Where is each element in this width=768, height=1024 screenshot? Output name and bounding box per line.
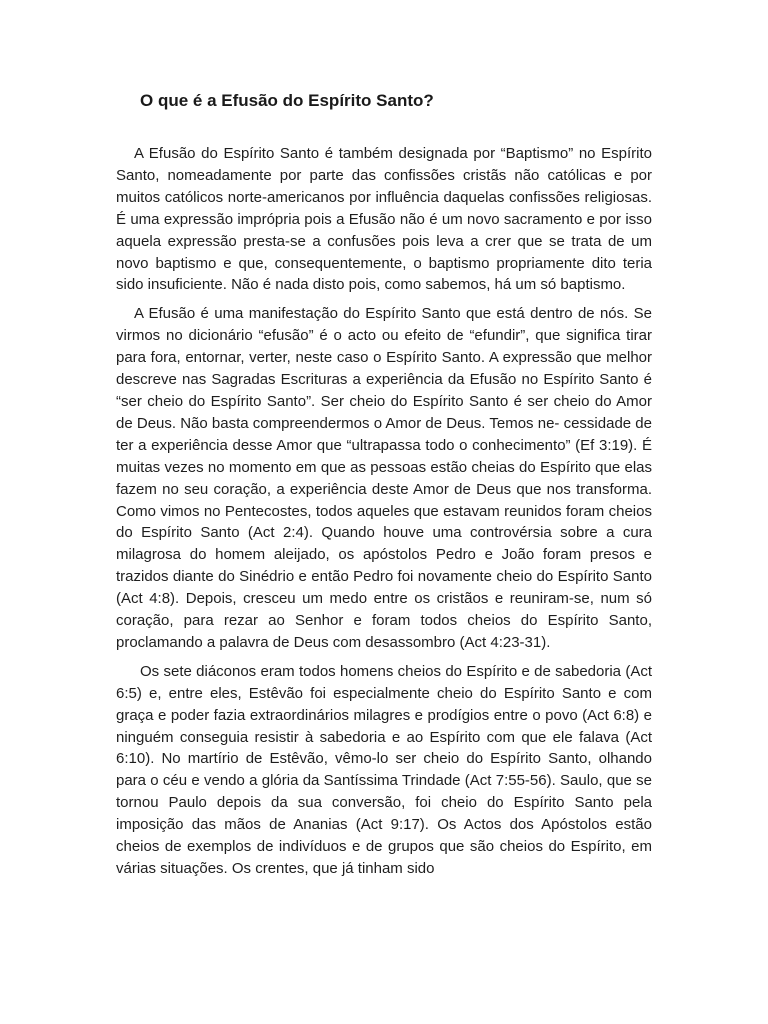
paragraph-manifestacao: A Efusão é uma manifestação do Espírito Santo que está dentro de nós. Se virmos no dicionário “efusão” é o acto ou efeito de “efundir”, que significa tirar para fora, entornar, verter, neste caso o Espírito Santo. A expressão que melhor descreve nas Sagradas Escrituras a experiência da Efusão no Espírito Santo é “ser cheio do Espírito Santo”. Ser cheio do Espírito Santo é ser cheio do Amor de Deus. Não basta compreendermos o Amor de Deus. Temos ne- cessidade de ter a experiência desse Amor que “ultrapassa todo o conhecimento” (Ef 3:19). É muitas vezes no momento em que as pessoas estão cheias do Espírito que elas fazem no seu coração, a experiência deste Amor de Deus que nos transforma. Como vimos no Pentecostes, todos aqueles que estavam reunidos foram cheios do Espírito Santo (Act 2:4). Quando houve uma controvérsia sobre a cura milagrosa do homem aleijado, os apóstolos Pedro e João foram presos e trazidos diante do Sinédrio e então Pedro foi novamente cheio do Espírito Santo (Act 4:8). Depois, cresceu um medo entre os cristãos e reuniram-se, num só coração, para rezar ao Senhor e foram todos cheios do Espírito Santo, proclamando a palavra de Deus com desassombro (Act 4:23-31). — [116, 305, 652, 651]
document-body — [116, 143, 652, 887]
paragraph-diaconos: Os sete diáconos eram todos homens cheios do Espírito e de sabedoria (Act 6:5) e, entre eles, Estêvão foi especialmente cheio do Espírito Santo e com graça e poder fazia extraordinários milagres e prodígios entre o povo (Act 6:8) e ninguém conseguia resistir à sabedoria e ao Espírito com que ele falava (Act 6:10). No martírio de Estêvão, vêmo-lo ser cheio do Espírito Santo, olhando para o céu e vendo a glória da Santíssima Trindade (Act 7:55-56). Saulo, que se tornou Paulo depois da sua conversão, foi cheio do Espírito Santo pela imposição das mãos de Ananias (Act 9:17). Os Actos dos Apóstolos estão cheios de exemplos de indivíduos e de grupos que são cheios do Espírito, em várias situações. Os crentes, que já tinham sido — [116, 662, 652, 877]
paragraph-baptismo: A Efusão do Espírito Santo é também designada por “Baptismo” no Espírito Santo, nomeadamente por parte das confissões cristãs não católicas e por muitos católicos norte-americanos por influência daquelas confissões religiosas. É uma expressão imprópria pois a Efusão não é um novo sacramento e por isso aquela expressão presta-se a confusões pois leva a crer que se trata de um novo baptismo e que, consequentemente, o baptismo propriamente dito teria sido insuficiente. Não é nada disto pois, como sabemos, há um só baptismo. — [116, 145, 652, 294]
page-title: O que é a Efusão do Espírito Santo? — [140, 91, 434, 110]
